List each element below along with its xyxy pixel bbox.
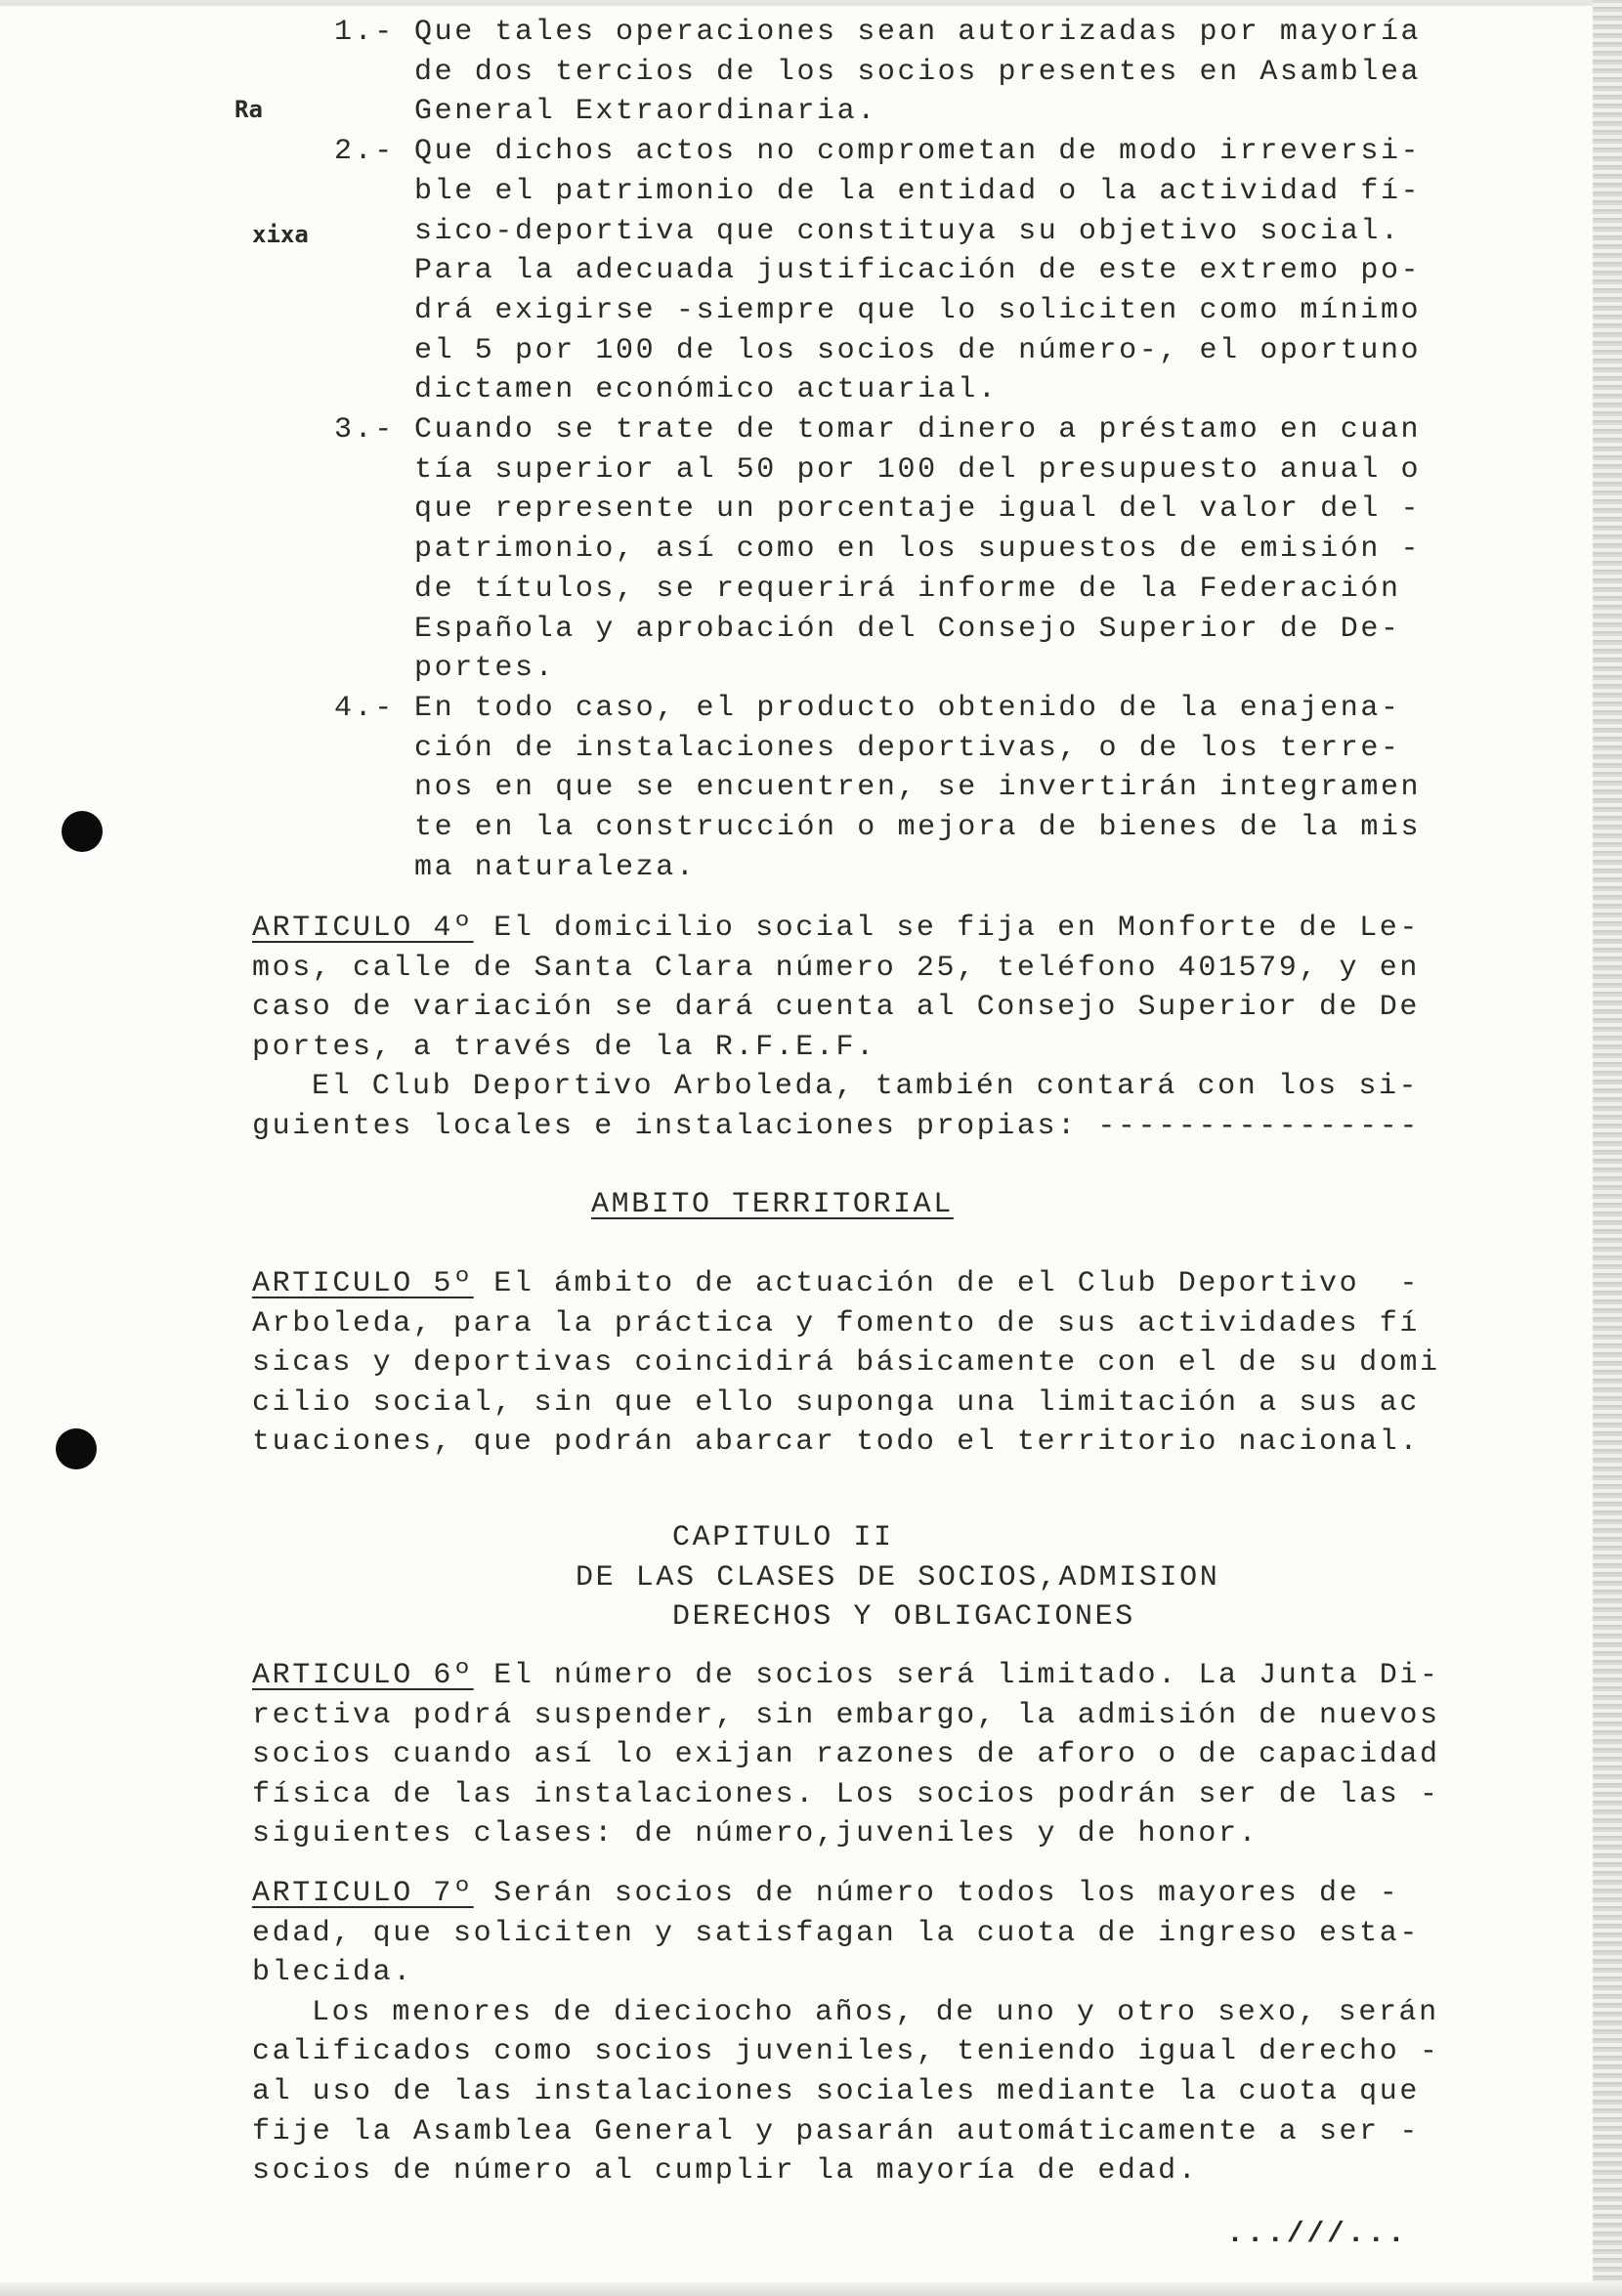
chapter-subtitle: DERECHOS Y OBLIGACIONES [672,1600,1135,1634]
article-4-label: ARTICULO 4º [252,912,474,945]
list-item-line: ma naturaleza. [414,850,697,884]
punch-hole [56,1428,97,1469]
list-item-number: 4.- [334,691,395,725]
article-6-line: física de las instalaciones. Los socios podrán ser de las - [252,1777,1440,1811]
list-item-number: 1.- [334,16,395,49]
punch-hole [62,811,103,852]
article-7-line: fije la Asamblea General y pasarán automáticamente a ser - [252,2114,1420,2148]
article-5-text: El ámbito de actuación de el Club Deportivo - [473,1267,1420,1300]
article-5-line: tuaciones, que podrán abarcar todo el territorio nacional. [252,1425,1420,1460]
margin-mark: Ra [235,96,263,123]
article-6-line: socios cuando así lo exijan razones de aforo o de capacidad [252,1738,1440,1772]
article-7-label: ARTICULO 7º [252,1877,474,1910]
article-5-line [252,1264,1420,1303]
paper-right-edge [1593,0,1622,2296]
list-item-line: nos en que se encuentren, se invertirán integramen [414,771,1422,805]
article-4-line: mos, calle de Santa Clara número 25, teléfono 401579, y en [252,951,1420,985]
article-6-line [252,1656,1440,1695]
list-item-number: 2.- [334,135,395,169]
article-6-line: rectiva podrá suspender, sin embargo, la admisión de nuevos [252,1698,1440,1732]
article-7-line: socios de número al cumplir la mayoría de edad. [252,2154,1199,2189]
article-7-line: blecida. [252,1956,413,1990]
article-7-line: Los menores de dieciocho años, de uno y otro sexo, serán [312,1995,1439,2029]
list-item-line: Para la adecuada justificación de este extremo po- [414,254,1422,288]
article-4-text: El domicilio social se fija en Monforte de Le- [473,912,1420,945]
list-item-line: sico-deportiva que constituya su objetivo social. [414,214,1401,248]
article-4-line: guientes locales e instalaciones propias: ---------------- [252,1110,1420,1143]
list-item-line: de títulos, se requerirá informe de la Federación [414,572,1401,606]
article-5-line: Arboleda, para la práctica y fomento de sus actividades fí [252,1306,1420,1340]
list-item-line: ble el patrimonio de la entidad o la actividad fí- [414,174,1422,208]
list-item-number: 3.- [334,413,395,446]
list-item-line: el 5 por 100 de los socios de número-, el oportuno [414,333,1422,367]
list-item-line: tía superior al 50 por 100 del presupuesto anual o [414,452,1422,487]
list-item-line: Que dichos actos no comprometan de modo irreversi- [414,135,1422,169]
article-7-line: calificados como socios juveniles, teniendo igual derecho - [252,2035,1440,2069]
article-5-label: ARTICULO 5º [252,1267,474,1300]
article-4-line: portes, a través de la R.F.E.F. [252,1030,876,1064]
list-item-line: de dos tercios de los socios presentes en Asamblea [414,55,1422,89]
list-item-line: Española y aprobación del Consejo Superior de De- [414,612,1401,646]
list-item-line: Cuando se trate de tomar dinero a préstamo en cuan [414,413,1422,446]
list-item-line: drá exigirse -siempre que lo soliciten como mínimo [414,293,1422,327]
paper-bottom-edge [0,2282,1622,2296]
list-item-line: dictamen económico actuarial. [414,373,999,407]
article-7-line [252,1874,1399,1913]
article-5-line: sicas y deportivas coincidirá básicamente con el de su domi [252,1346,1440,1381]
list-item-line: patrimonio, así como en los supuestos de emisión - [414,532,1422,567]
list-item-line: General Extraordinaria. [414,95,877,129]
article-6-label: ARTICULO 6º [252,1659,474,1692]
list-item-line: portes. [414,652,556,686]
article-4-line [252,909,1420,948]
list-item-line: te en la construcción o mejora de bienes de la mis [414,811,1422,844]
section-heading-ambito: AMBITO TERRITORIAL [591,1188,954,1221]
chapter-subtitle: DE LAS CLASES DE SOCIOS,ADMISION [576,1561,1220,1594]
list-item-line: ción de instalaciones deportivas, o de los terre- [414,731,1401,765]
list-item-line: En todo caso, el producto obtenido de la enajena- [414,691,1401,725]
list-item-line: Que tales operaciones sean autorizadas por mayoría [414,16,1422,49]
chapter-title: CAPITULO II [672,1521,894,1554]
article-4-line: caso de variación se dará cuenta al Consejo Superior de De [252,991,1420,1025]
article-7-line: al uso de las instalaciones sociales mediante la cuota que [252,2075,1420,2108]
article-7-line: edad, que soliciten y satisfagan la cuota de ingreso esta- [252,1916,1420,1950]
continuation-mark: ...///... [1226,2218,1408,2251]
article-4-line: El Club Deportivo Arboleda, también contará con los si- [312,1070,1420,1104]
article-6-line: siguientes clases: de número,juveniles y de honor. [252,1817,1259,1851]
margin-mark: xixa [252,221,309,248]
paper-top-edge [0,0,1622,6]
article-5-line: cilio social, sin que ello suponga una limitación a sus ac [252,1385,1420,1420]
list-item-line: que represente un porcentaje igual del valor del - [414,492,1422,527]
article-6-text: El número de socios será limitado. La Junta Di- [473,1659,1440,1692]
article-7-text: Serán socios de número todos los mayores de - [473,1877,1400,1910]
